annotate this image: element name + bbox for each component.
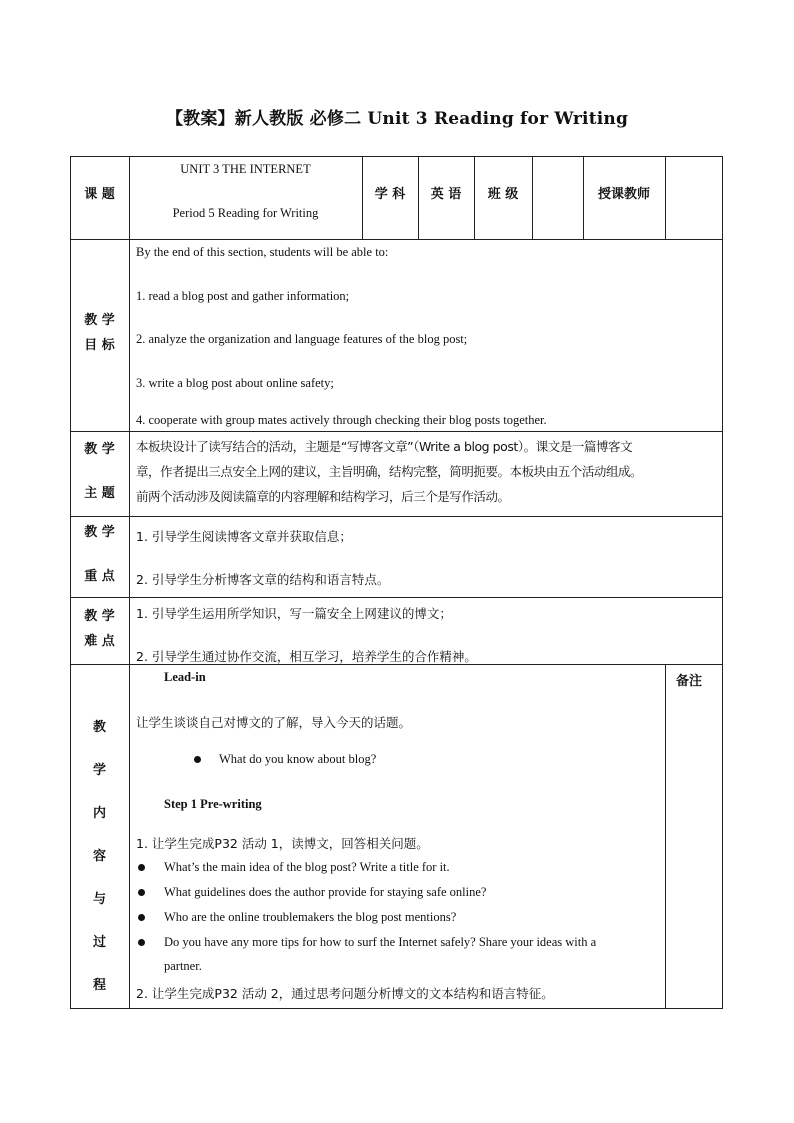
- objective-item: 3. write a blog post about online safety;: [136, 376, 334, 390]
- key-points-label-2: 重 点: [84, 569, 115, 584]
- objectives-intro: By the end of this section, students will be able to:: [136, 245, 389, 259]
- bullet-icon: [138, 914, 145, 921]
- class-label: 班 级: [487, 187, 519, 202]
- theme-label-2: 主 题: [84, 486, 115, 501]
- theme-label-1: 教 学: [84, 442, 115, 457]
- question-item: What’s the main idea of the blog post? Write a title for it.: [164, 860, 450, 874]
- theme-line: 本板块设计了读写结合的活动，主题是“写博客文章”（Write a blog post）。课文是一篇博客文: [136, 439, 633, 454]
- lead-in-question: What do you know about blog?: [219, 752, 377, 766]
- question-item: What guidelines does the author provide for staying safe online?: [164, 885, 487, 899]
- notes-label: 备注: [675, 674, 702, 689]
- process-label-char: 过: [92, 935, 106, 950]
- document-title: 【教案】新人教版 必修二 Unit 3 Reading for Writing: [165, 109, 629, 129]
- process-label-char: 程: [92, 978, 106, 993]
- theme-line: 前两个活动涉及阅读篇章的内容理解和结构学习，后三个是写作活动。: [136, 489, 510, 504]
- bullet-icon: [138, 939, 145, 946]
- key-point-item: 2. 引导学生分析博客文章的结构和语言特点。: [136, 572, 390, 587]
- bullet-icon: [138, 864, 145, 871]
- objective-item: 1. read a blog post and gather information;: [136, 289, 350, 303]
- step1-item-1: 1. 让学生完成P32 活动 1，读博文，回答相关问题。: [136, 836, 429, 851]
- difficulties-label-1: 教 学: [84, 609, 115, 624]
- process-label-char: 教: [92, 720, 106, 735]
- difficulty-item: 2. 引导学生通过协作交流，相互学习，培养学生的合作精神。: [136, 649, 477, 664]
- question-item: Who are the online troublemakers the blog post mentions?: [164, 910, 457, 924]
- objective-item: 2. analyze the organization and language features of the blog post;: [136, 332, 468, 346]
- step1-heading: Step 1 Pre-writing: [164, 797, 262, 811]
- teacher-label: 授课教师: [597, 187, 650, 202]
- process-label-char: 内: [92, 806, 106, 821]
- unit-title: UNIT 3 THE INTERNET: [180, 162, 311, 176]
- question-item: Do you have any more tips for how to surf the Internet safely? Share your ideas with a: [164, 935, 597, 949]
- process-label-char: 学: [92, 763, 106, 778]
- key-point-item: 1. 引导学生阅读博客文章并获取信息；: [136, 529, 352, 544]
- process-label-char: 容: [92, 849, 106, 864]
- lead-in-heading: Lead-in: [164, 670, 206, 684]
- difficulty-item: 1. 引导学生运用所学知识，写一篇安全上网建议的博文；: [136, 606, 452, 621]
- process-label-char: 与: [92, 892, 106, 907]
- course-label: 课 题: [84, 187, 115, 202]
- step1-item-2: 2. 让学生完成P32 活动 2，通过思考问题分析博文的文本结构和语言特征。: [136, 986, 554, 1001]
- objectives-label-2: 目 标: [84, 338, 115, 353]
- bullet-icon: [194, 756, 201, 763]
- subject-label: 学 科: [374, 187, 406, 202]
- period-title: Period 5 Reading for Writing: [172, 206, 319, 220]
- key-points-label-1: 教 学: [84, 525, 115, 540]
- subject-value: 英 语: [430, 187, 462, 202]
- objectives-label-1: 教 学: [84, 313, 115, 328]
- difficulties-label-2: 难 点: [84, 634, 115, 649]
- question-item-continued: partner.: [164, 959, 202, 973]
- bullet-icon: [138, 889, 145, 896]
- theme-line: 章，作者提出三点安全上网的建议，主旨明确，结构完整，简明扼要。本板块由五个活动组成。: [136, 464, 643, 479]
- lead-in-text: 让学生谈谈自己对博文的了解，导入今天的话题。: [136, 715, 412, 730]
- objective-item: 4. cooperate with group mates actively through checking their blog posts together.: [136, 413, 547, 427]
